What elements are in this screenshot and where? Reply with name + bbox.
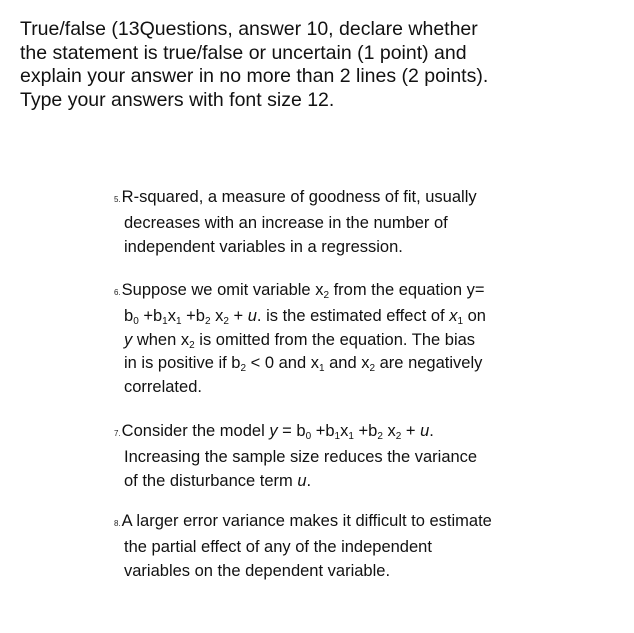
instructions-line-2: the statement is true/false or uncertain (1 point) and <box>20 41 467 64</box>
question-text: decreases with an increase in the number of <box>124 213 448 232</box>
instructions-line-1: True/false (13Questions, answer 10, declare whether <box>20 18 478 40</box>
question-text: correlated. <box>124 378 202 397</box>
question-5 <box>106 186 626 259</box>
question-text: Increasing the sample size reduces the variance <box>124 447 478 466</box>
instructions-line-3: explain your answer in no more than 2 lines (2 points). <box>20 65 489 87</box>
instructions-heading <box>20 18 620 112</box>
question-text: R-squared, a measure of goodness of fit, usually <box>121 188 477 206</box>
question-number: 5. <box>114 195 121 204</box>
question-number: 8. <box>114 519 121 528</box>
question-text: independent variables in a regression. <box>124 237 403 256</box>
question-text: the partial effect of any of the independent <box>124 537 432 556</box>
instructions-line-4: Type your answers with font size 12. <box>20 88 335 111</box>
question-text: variables on the dependent variable. <box>124 561 391 580</box>
question-number: 6. <box>114 288 121 297</box>
question-number: 7. <box>114 429 121 438</box>
question-7: 7.Consider the model $y = b_0 +b_1x_1 +b_2$ $x_2 + u$. Increasing the sample size reduces the variance of the disturbance term u. <box>106 420 626 493</box>
question-8 <box>106 510 626 583</box>
question-text: A larger error variance makes it difficult to estimate <box>121 512 492 530</box>
question-6: 6.Suppose we omit variable $x_2$ from the equation y= $b_0 +b_1x_1 +b_2$ $x_2 + u$. is the estimated effect of $x_1$ on y when $x_2$ is omitted from the equation. The bias in is positive if $b_2 < 0$ and $x_1$ and $x_2$ are negatively correlated. <box>106 279 626 400</box>
